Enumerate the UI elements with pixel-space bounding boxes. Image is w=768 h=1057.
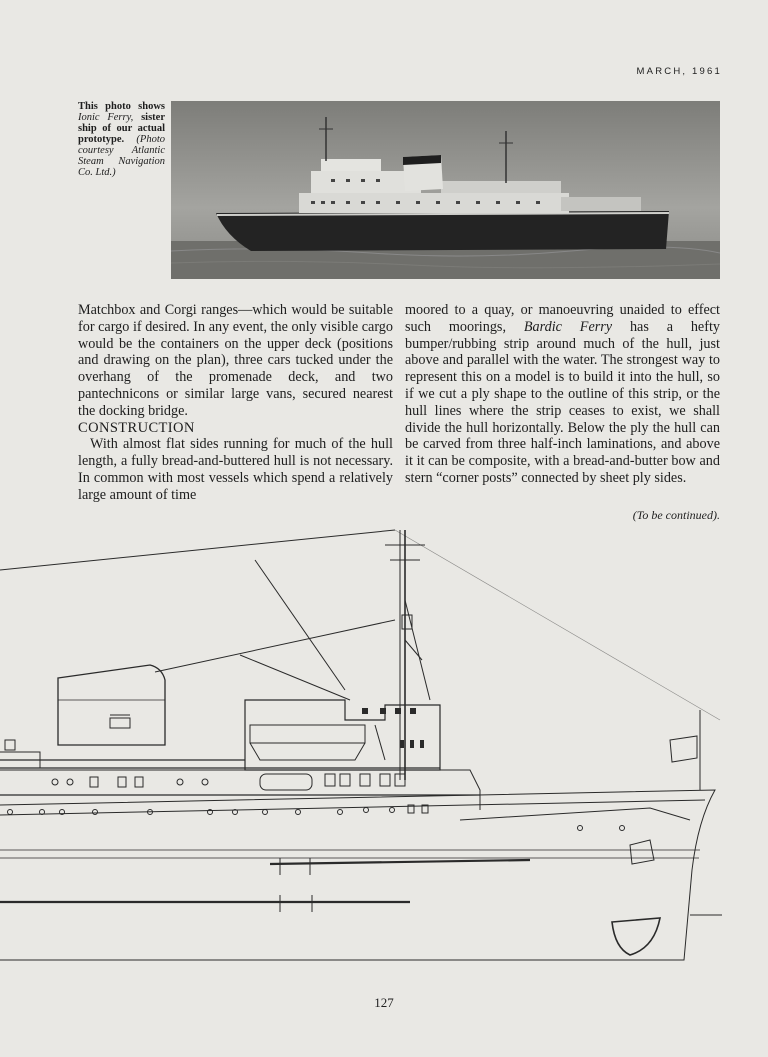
text-column-left	[78, 302, 393, 504]
ship-photo	[171, 101, 720, 279]
to-be-continued-note: (To be continued).	[632, 508, 720, 522]
caption-lead: This photo shows	[78, 101, 165, 112]
paragraph-hull-start: moored to a quay, or manoeuvring unaided to effect such moorings,	[405, 302, 720, 335]
paragraph-hull	[405, 302, 720, 487]
text-column-right	[405, 302, 720, 487]
paragraph-cargo: Matchbox and Corgi ranges—which would be suitable for cargo if desired. In any event, the only visible cargo would be the containers on the upper deck (positions and drawing on the plan), three cars tucked under the overhang of the promenade deck, and two pantechnicons or similar large vans, secured nearest the docking bridge.	[78, 302, 393, 419]
caption-ship-name: Ionic Ferry,	[78, 112, 134, 123]
paragraph-hull-rest: has a hefty bumper/rubbing strip around much of the hull, just above and parallel with the water. The strongest way to represent this on a model is to build it into the hull, so if we cut a ply shape to the outline of this strip, or the hull lines where the strip ceases to exist, we shall divide the hull horizontally. Below the ply the hull can be carved from three half-inch laminations, and above it it can be composite, with a bread-and-butter bow and stern “corner posts” connected by sheet ply sides.	[405, 318, 720, 486]
photo-caption	[78, 101, 165, 178]
ionic-ferry-photo	[171, 101, 720, 279]
caption-middle: sister ship of our actual prototype.	[78, 112, 165, 145]
section-heading-construction: CONSTRUCTION	[78, 419, 195, 436]
ship-plan-drawing	[0, 520, 768, 980]
page-number: 127	[374, 995, 394, 1010]
page-header-date: MARCH, 1961	[636, 66, 722, 77]
caption-credit: (Photo courtesy Atlantic Steam Navigation Co. Ltd.)	[78, 134, 165, 178]
paragraph-construction: With almost flat sides running for much of the hull length, a fully bread-and-buttered hull is not necessary. In common with most vessels which spend a relatively large amount of time	[78, 436, 393, 503]
ship-name-bardic-ferry: Bardic Ferry	[523, 318, 613, 335]
